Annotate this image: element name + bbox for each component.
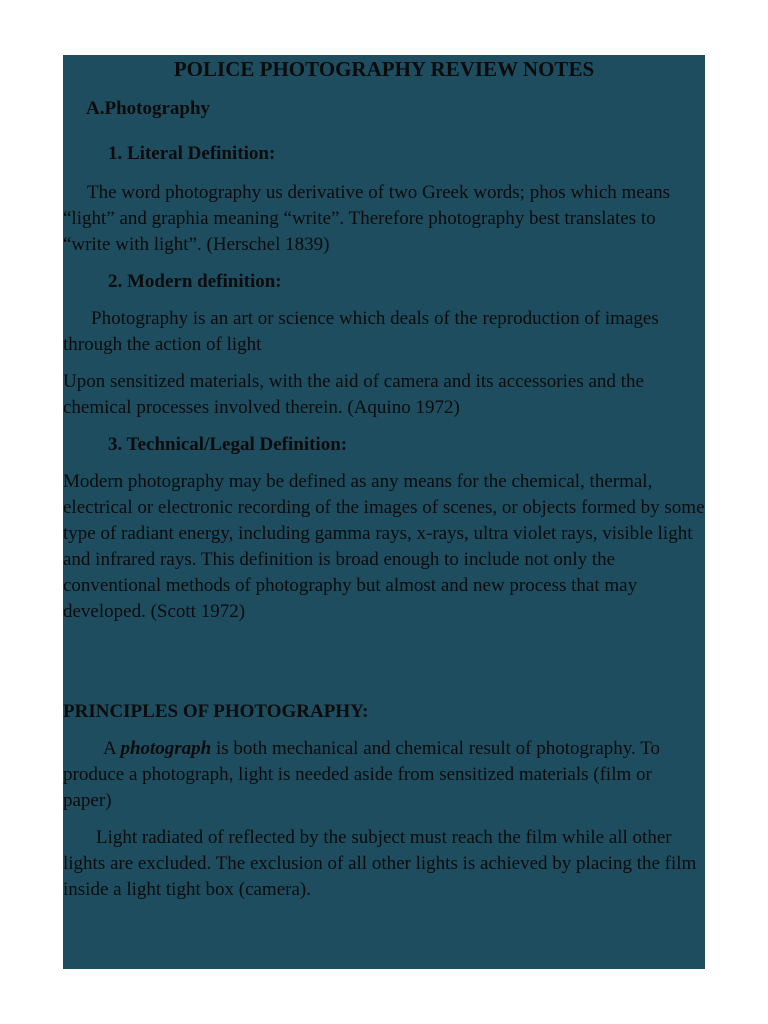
heading-literal-definition: 1. Literal Definition: bbox=[108, 143, 276, 164]
paragraph-principles-2: Light radiated of reflected by the subject must reach the film while all other lights are excluded. The exclusion of all other lights is achieved by placing the film inside a light tight box (camera). bbox=[63, 827, 697, 900]
heading-principles-of-photography: PRINCIPLES OF PHOTOGRAPHY: bbox=[63, 701, 369, 722]
term-photograph: photograph bbox=[120, 738, 212, 759]
paragraph-modern-definition-2: Upon sensitized materials, with the aid of camera and its accessories and the chemical processes involved therein. (Aquino 1972) bbox=[63, 371, 644, 418]
principles-lead-prefix: A bbox=[103, 738, 121, 759]
paragraph-technical-definition: Modern photography may be defined as any means for the chemical, thermal, electrical or electronic recording of the images of scenes, or objects formed by some type of radiant energy, including gamma rays, x-rays, ultra violet rays, visible light and infrared rays. This definition is broad enough to include not only the conventional methods of photography but almost and new process that may developed. (Scott 1972) bbox=[63, 471, 705, 622]
heading-technical-legal-definition: 3. Technical/Legal Definition: bbox=[108, 434, 348, 455]
principles-text-1: is both mechanical and chemical result of photography. To produce a photograph, light is needed aside from sensitized materials (film or paper) bbox=[63, 738, 660, 811]
paragraph-principles-1 bbox=[63, 736, 705, 814]
heading-modern-definition: 2. Modern definition: bbox=[108, 271, 282, 292]
paragraph-modern-definition-1: Photography is an art or science which deals of the reproduction of images through the action of light bbox=[63, 308, 659, 355]
paragraph-literal-definition: The word photography us derivative of two Greek words; phos which means “light” and graphia meaning “write”. Therefore photography best translates to “write with light”. (Herschel 1839) bbox=[63, 182, 671, 255]
section-heading-photography: A.Photography bbox=[86, 98, 211, 119]
document-page bbox=[63, 55, 705, 969]
document-title: POLICE PHOTOGRAPHY REVIEW NOTES bbox=[173, 57, 595, 81]
